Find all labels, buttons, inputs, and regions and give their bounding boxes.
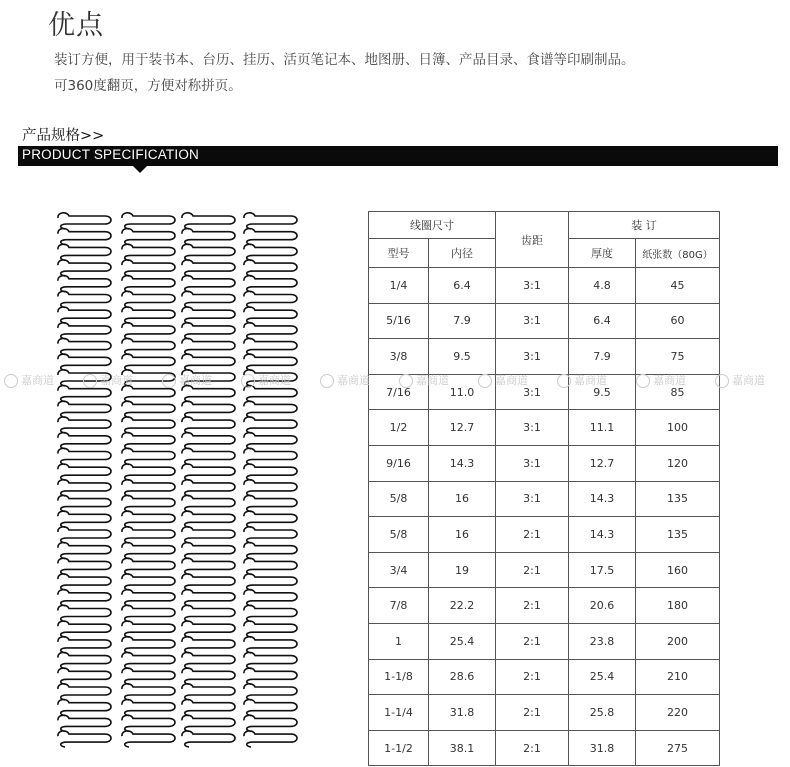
- header-inner-diameter: 内径: [429, 239, 496, 268]
- watermark-logo-icon: [399, 374, 413, 388]
- watermark-logo-icon: [478, 374, 492, 388]
- table-row: [369, 339, 720, 375]
- table-cell-pitch: 3:1: [496, 303, 569, 339]
- table-cell-model: 1/4: [369, 268, 429, 304]
- table-cell-model: 7/16: [369, 374, 429, 410]
- table-cell-pitch: 3:1: [496, 268, 569, 304]
- watermark-text: [83, 372, 133, 388]
- table-cell-sheets: 135: [636, 517, 720, 553]
- table-row: [369, 410, 720, 446]
- table-row: [369, 623, 720, 659]
- table-cell-pitch: 3:1: [496, 445, 569, 481]
- table-cell-model: 3/8: [369, 339, 429, 375]
- table-cell-sheets: 180: [636, 588, 720, 624]
- table-row: [369, 445, 720, 481]
- watermark-logo-icon: [83, 374, 97, 388]
- table-cell-model: 1-1/2: [369, 730, 429, 766]
- table-cell-pitch: 2:1: [496, 517, 569, 553]
- table-cell-inner: 14.3: [429, 445, 496, 481]
- description-line-2: 可360度翻页，方便对称拼页。: [54, 78, 242, 94]
- watermark-text: [320, 372, 370, 388]
- table-cell-model: 5/16: [369, 303, 429, 339]
- table-cell-inner: 22.2: [429, 588, 496, 624]
- table-cell-thick: 6.4: [569, 303, 636, 339]
- table-cell-sheets: 220: [636, 695, 720, 731]
- table-cell-thick: 7.9: [569, 339, 636, 375]
- coil-wire: [122, 213, 175, 747]
- header-coil-size: 线圈尺寸: [369, 212, 496, 239]
- table-cell-inner: 16: [429, 481, 496, 517]
- table-cell-thick: 25.8: [569, 695, 636, 731]
- watermark-text: [399, 372, 449, 388]
- table-cell-inner: 31.8: [429, 695, 496, 731]
- coil-wire: [58, 213, 111, 747]
- watermark-label: 嘉商道: [258, 374, 291, 387]
- table-cell-inner: 9.5: [429, 339, 496, 375]
- table-row: [369, 588, 720, 624]
- table-cell-model: 1-1/4: [369, 695, 429, 731]
- table-cell-inner: 19: [429, 552, 496, 588]
- header-binding: 装 订: [569, 212, 720, 239]
- coil-wire: [244, 213, 297, 747]
- table-cell-inner: 12.7: [429, 410, 496, 446]
- watermark-logo-icon: [715, 374, 729, 388]
- table-cell-thick: 25.4: [569, 659, 636, 695]
- table-cell-sheets: 75: [636, 339, 720, 375]
- table-cell-sheets: 60: [636, 303, 720, 339]
- watermark-label: 嘉商道: [337, 374, 370, 387]
- table-cell-inner: 38.1: [429, 730, 496, 766]
- table-row: [369, 730, 720, 766]
- watermark-text: [4, 372, 54, 388]
- table-row: [369, 481, 720, 517]
- table-cell-pitch: 3:1: [496, 339, 569, 375]
- table-cell-sheets: 85: [636, 374, 720, 410]
- watermark-strip: [0, 372, 790, 392]
- watermark-label: 嘉商道: [21, 374, 54, 387]
- table-cell-model: 5/8: [369, 481, 429, 517]
- table-row: [369, 303, 720, 339]
- watermark-logo-icon: [320, 374, 334, 388]
- coil-column: [182, 213, 235, 747]
- watermark-text: [557, 372, 607, 388]
- table-cell-model: 5/8: [369, 517, 429, 553]
- watermark-logo-icon: [636, 374, 650, 388]
- spec-banner-text: PRODUCT SPECIFICATION: [22, 147, 199, 162]
- table-cell-sheets: 160: [636, 552, 720, 588]
- table-cell-thick: 11.1: [569, 410, 636, 446]
- description: [54, 47, 774, 99]
- watermark-text: [162, 372, 212, 388]
- table-cell-sheets: 45: [636, 268, 720, 304]
- table-cell-pitch: 2:1: [496, 588, 569, 624]
- table-cell-inner: 25.4: [429, 623, 496, 659]
- watermark-label: 嘉商道: [653, 374, 686, 387]
- table-cell-thick: 14.3: [569, 517, 636, 553]
- watermark-text: [636, 372, 686, 388]
- table-cell-pitch: 3:1: [496, 410, 569, 446]
- table-cell-inner: 11.0: [429, 374, 496, 410]
- table-cell-thick: 12.7: [569, 445, 636, 481]
- coil-column: [244, 213, 297, 747]
- watermark-text: [715, 372, 765, 388]
- table-cell-thick: 17.5: [569, 552, 636, 588]
- table-cell-pitch: 2:1: [496, 552, 569, 588]
- watermark-logo-icon: [557, 374, 571, 388]
- coil-column: [122, 213, 175, 747]
- table-cell-model: 3/4: [369, 552, 429, 588]
- table-cell-model: 1-1/8: [369, 659, 429, 695]
- coil-wire: [182, 213, 235, 747]
- spec-banner: [18, 146, 778, 166]
- table-cell-thick: 9.5: [569, 374, 636, 410]
- spec-section-title: 产品规格>>: [22, 128, 105, 144]
- table-cell-inner: 6.4: [429, 268, 496, 304]
- table-cell-pitch: 2:1: [496, 659, 569, 695]
- table-cell-pitch: 2:1: [496, 695, 569, 731]
- watermark-label: 嘉商道: [100, 374, 133, 387]
- coil-column: [58, 213, 111, 747]
- header-model: 型号: [369, 239, 429, 268]
- table-cell-pitch: 3:1: [496, 481, 569, 517]
- table-cell-sheets: 200: [636, 623, 720, 659]
- table-cell-inner: 28.6: [429, 659, 496, 695]
- table-cell-model: 9/16: [369, 445, 429, 481]
- table-header-row-1: [369, 212, 720, 239]
- table-cell-thick: 31.8: [569, 730, 636, 766]
- watermark-text: [241, 372, 291, 388]
- header-sheets: 纸张数（80G）: [636, 239, 720, 268]
- table-cell-pitch: 2:1: [496, 730, 569, 766]
- table-cell-sheets: 135: [636, 481, 720, 517]
- table-cell-model: 7/8: [369, 588, 429, 624]
- table-row: [369, 268, 720, 304]
- watermark-logo-icon: [162, 374, 176, 388]
- watermark-label: 嘉商道: [574, 374, 607, 387]
- table-cell-sheets: 275: [636, 730, 720, 766]
- spec-table: [368, 211, 720, 766]
- watermark-logo-icon: [4, 374, 18, 388]
- table-row: [369, 695, 720, 731]
- watermark-text: [478, 372, 528, 388]
- table-cell-sheets: 120: [636, 445, 720, 481]
- watermark-label: 嘉商道: [179, 374, 212, 387]
- table-cell-pitch: 3:1: [496, 374, 569, 410]
- watermark-label: 嘉商道: [732, 374, 765, 387]
- wire-coil-illustration: [55, 210, 305, 755]
- table-cell-thick: 20.6: [569, 588, 636, 624]
- description-line-1: 装订方便，用于装书本、台历、挂历、活页笔记本、地图册、日簿、产品目录、食谱等印刷制品。: [54, 52, 635, 68]
- header-pitch: 齿距: [496, 212, 569, 268]
- table-cell-model: 1/2: [369, 410, 429, 446]
- table-cell-sheets: 100: [636, 410, 720, 446]
- table-row: [369, 552, 720, 588]
- table-cell-inner: 7.9: [429, 303, 496, 339]
- spec-banner-notch: [133, 166, 147, 173]
- table-cell-model: 1: [369, 623, 429, 659]
- table-cell-thick: 14.3: [569, 481, 636, 517]
- table-row: [369, 517, 720, 553]
- watermark-label: 嘉商道: [495, 374, 528, 387]
- table-cell-thick: 4.8: [569, 268, 636, 304]
- table-cell-pitch: 2:1: [496, 623, 569, 659]
- watermark-label: 嘉商道: [416, 374, 449, 387]
- table-row: [369, 659, 720, 695]
- watermark-logo-icon: [241, 374, 255, 388]
- table-cell-sheets: 210: [636, 659, 720, 695]
- table-cell-inner: 16: [429, 517, 496, 553]
- page-title: 优点: [48, 10, 104, 41]
- header-thickness: 厚度: [569, 239, 636, 268]
- table-cell-thick: 23.8: [569, 623, 636, 659]
